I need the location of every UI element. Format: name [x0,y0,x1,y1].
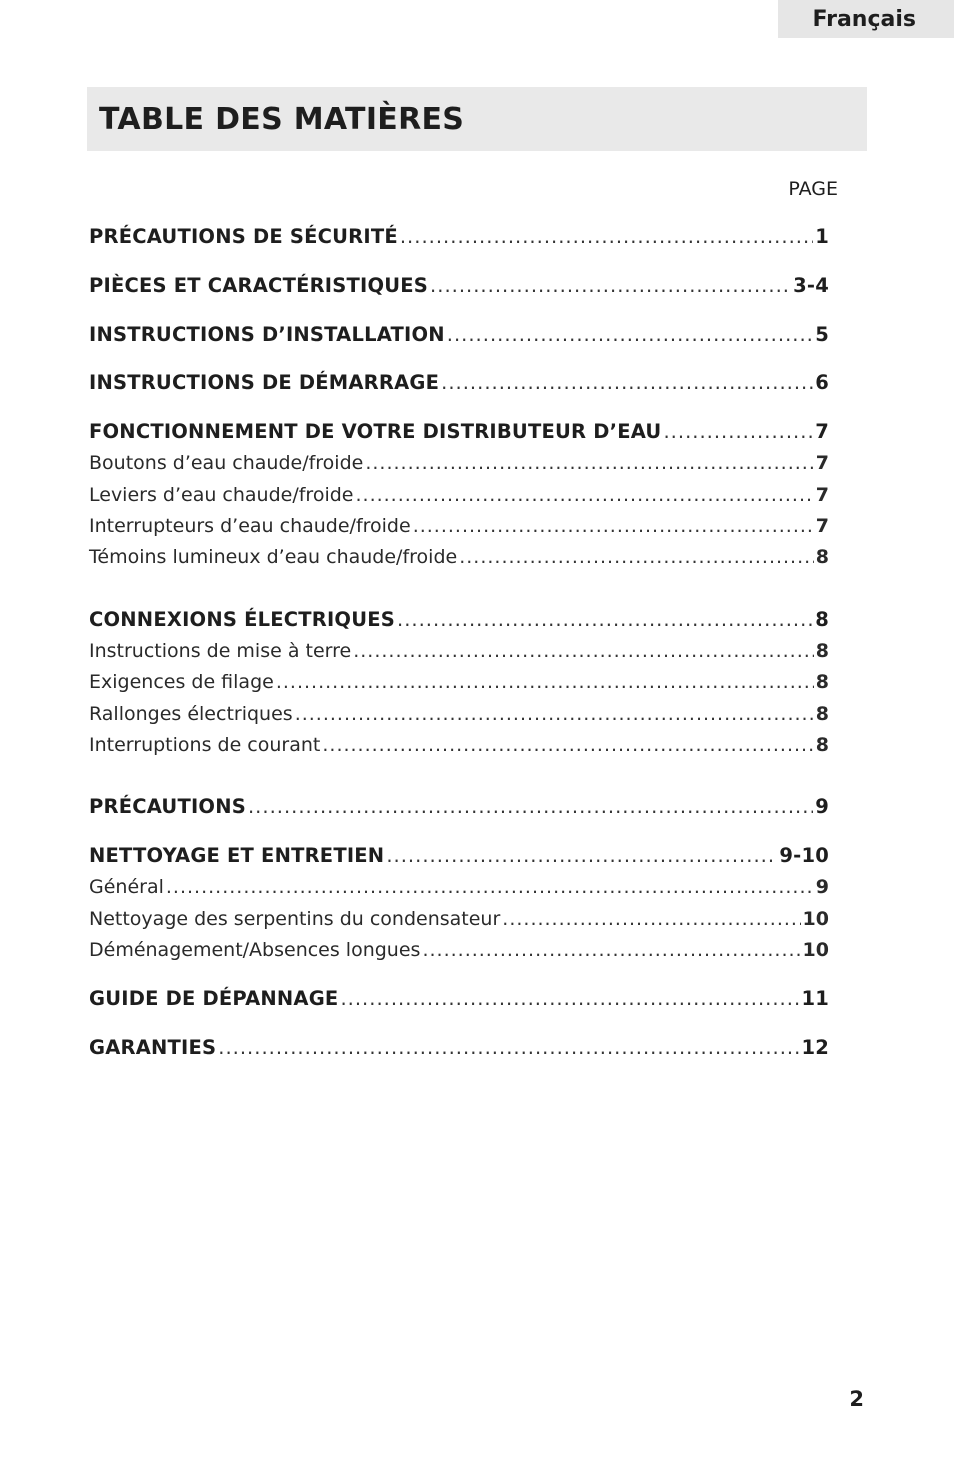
toc-entry-label: Rallonges électriques [89,703,293,725]
toc-entry-page: 11 [801,987,829,1010]
toc-entry-page: 8 [815,671,829,693]
dot-leader [166,874,814,900]
dot-leader [441,370,813,396]
toc-entry-page: 5 [815,323,829,346]
toc-entry-label: Instructions de mise à terre [89,640,352,662]
toc-entry-page: 10 [802,908,829,930]
toc-entry-page: 8 [815,734,829,756]
toc-entry-label: CONNEXIONS ÉLECTRIQUES [89,608,395,631]
toc-entry-page: 12 [801,1036,829,1059]
toc-entry-page: 8 [815,608,829,631]
toc-entry-page: 1 [815,225,829,248]
toc-entry-label: GARANTIES [89,1036,217,1059]
toc-subentry [89,906,829,932]
dot-leader [276,669,814,695]
toc-entry [89,1035,829,1061]
dot-leader [355,482,813,508]
toc-entry-label: Déménagement/Absences longues [89,939,421,961]
toc-entry-page: 8 [815,640,829,662]
toc-entry-label: FONCTIONNEMENT DE VOTRE DISTRIBUTEUR D’EAU [89,420,662,443]
toc-entry [89,224,829,250]
dot-leader [386,843,777,869]
dot-leader [422,937,800,963]
toc-entry-label: Exigences de filage [89,671,274,693]
toc-subentry [89,937,829,963]
dot-leader [459,544,814,570]
toc-entry-label: PIÈCES ET CARACTÉRISTIQUES [89,274,429,297]
dot-leader [295,701,814,727]
toc-entry [89,794,829,820]
toc-entry-label: Général [89,876,164,898]
dot-leader [248,794,813,820]
toc-subentry [89,732,829,758]
toc-subentry [89,544,829,570]
toc-entry-page: 9-10 [779,844,829,867]
toc-entry-page: 7 [815,484,829,506]
toc-entry-page: 3-4 [793,274,829,297]
dot-leader [353,638,814,664]
toc-entry-page: 8 [815,703,829,725]
toc-entry-label: INSTRUCTIONS D’INSTALLATION [89,323,445,346]
toc-entry [89,273,829,299]
dot-leader [322,732,813,758]
toc-entry [89,843,829,869]
toc-entry-label: Interrupteurs d’eau chaude/froide [89,515,411,537]
toc-entry-page: 7 [815,420,829,443]
toc-entry-label: Nettoyage des serpentins du condensateur [89,908,501,930]
toc-entry-page: 7 [815,515,829,537]
toc-entry [89,986,829,1012]
toc-entry-label: Témoins lumineux d’eau chaude/froide [89,546,458,568]
toc-entry-label: GUIDE DE DÉPANNAGE [89,987,339,1010]
toc-entry-label: Interruptions de courant [89,734,321,756]
toc-entry-label: Boutons d’eau chaude/froide [89,452,364,474]
toc-subentry [89,701,829,727]
page-number: 2 [849,1387,864,1411]
dot-leader [502,906,800,932]
dot-leader [340,986,799,1012]
toc-entry [89,370,829,396]
toc-subentry [89,669,829,695]
toc-entry [89,419,829,445]
dot-leader [430,273,791,299]
toc-subentry [89,482,829,508]
toc-entry-page: 7 [815,452,829,474]
toc-entry-page: 9 [815,795,829,818]
dot-leader [413,513,814,539]
toc-entry-label: INSTRUCTIONS DE DÉMARRAGE [89,371,440,394]
toc-subentry [89,513,829,539]
toc-entry-page: 6 [815,371,829,394]
dot-leader [365,450,813,476]
toc-subentry [89,638,829,664]
toc-subentry [89,450,829,476]
toc-entry-label: PRÉCAUTIONS DE SÉCURITÉ [89,225,398,248]
page-column-header: PAGE [788,178,838,200]
toc-entry [89,322,829,348]
dot-leader [447,322,813,348]
title-bar [87,87,867,151]
toc-entry [89,607,829,633]
dot-leader [400,224,813,250]
dot-leader [663,419,813,445]
language-tab: Français [778,0,954,38]
toc-entry-label: PRÉCAUTIONS [89,795,246,818]
toc-entry-label: Leviers d’eau chaude/froide [89,484,354,506]
toc-entry-page: 9 [815,876,829,898]
page-title: TABLE DES MATIÈRES [99,102,465,137]
toc-subentry [89,874,829,900]
dot-leader [397,607,813,633]
toc-entry-page: 8 [815,546,829,568]
toc-entry-label: NETTOYAGE ET ENTRETIEN [89,844,385,867]
dot-leader [218,1035,799,1061]
toc-entry-page: 10 [802,939,829,961]
